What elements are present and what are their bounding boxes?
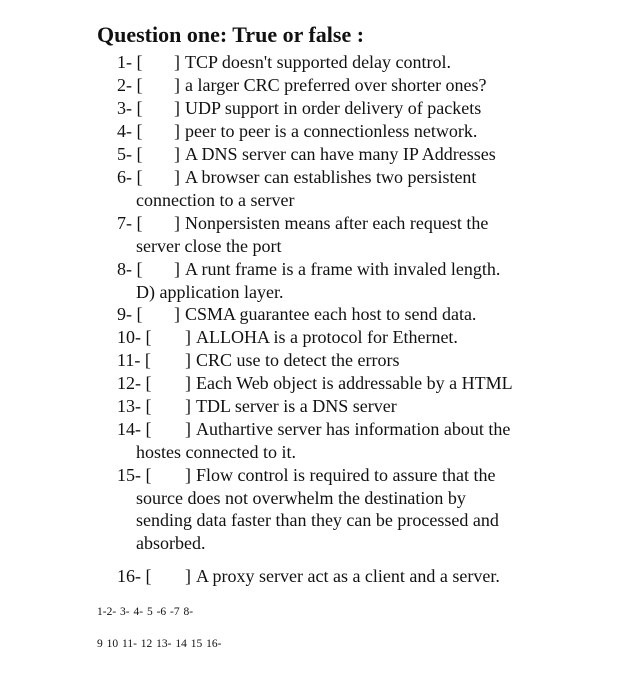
question-number: 16- [ [117,566,152,586]
question-text: A browser can establishes two persistent [185,167,477,187]
question-number: 3- [ [117,98,143,118]
question-continuation: D) application layer. [136,282,284,302]
bracket-close: ] [185,373,191,393]
question-number: 2- [ [117,75,143,95]
question-number: 13- [ [117,396,152,416]
question-number: 6- [ [117,167,143,187]
question-continuation: source does not overwhelm the destination by [136,488,466,508]
question-continuation: connection to a server [136,190,295,210]
bracket-close: ] [174,259,180,279]
question-number: 4- [ [117,121,143,141]
question-continuation: absorbed. [136,533,206,553]
bracket-close: ] [185,465,191,485]
page-title: Question one: True or false : [97,22,365,47]
question-text: UDP support in order delivery of packets [185,98,482,118]
bracket-close: ] [174,75,180,95]
question-number: 5- [ [117,144,143,164]
bracket-close: ] [174,304,180,324]
bracket-close: ] [174,213,180,233]
answer-key-line: 1-2- 3- 4- 5 -6 -7 8- [97,606,194,618]
question-number: 11- [ [117,350,151,370]
question-text: A runt frame is a frame with invaled length. [185,259,501,279]
question-text: A DNS server can have many IP Addresses [185,144,496,164]
question-text: Flow control is required to assure that the [196,465,496,485]
question-text: peer to peer is a connectionless network. [185,121,478,141]
question-text: ALLOHA is a protocol for Ethernet. [196,327,458,347]
question-number: 15- [ [117,465,152,485]
question-text: CSMA guarantee each host to send data. [185,304,477,324]
question-text: Nonpersisten means after each request the [185,213,489,233]
question-number: 10- [ [117,327,152,347]
question-number: 1- [ [117,52,143,72]
question-continuation: sending data faster than they can be processed and [136,510,499,530]
bracket-close: ] [185,419,191,439]
bracket-close: ] [185,396,191,416]
question-number: 8- [ [117,259,143,279]
bracket-close: ] [185,350,191,370]
question-number: 7- [ [117,213,143,233]
question-number: 12- [ [117,373,152,393]
bracket-close: ] [185,566,191,586]
question-text: a larger CRC preferred over shorter ones? [185,75,487,95]
bracket-close: ] [174,144,180,164]
question-text: TDL server is a DNS server [196,396,397,416]
question-continuation: server close the port [136,236,282,256]
question-text: CRC use to detect the errors [196,350,400,370]
bracket-close: ] [174,98,180,118]
question-text: Authartive server has information about the [196,419,511,439]
question-number: 9- [ [117,304,143,324]
question-text: A proxy server act as a client and a server. [196,566,500,586]
question-number: 14- [ [117,419,152,439]
question-continuation: hostes connected to it. [136,442,296,462]
bracket-close: ] [185,327,191,347]
bracket-close: ] [174,167,180,187]
question-text: TCP doesn't supported delay control. [185,52,452,72]
bracket-close: ] [174,121,180,141]
bracket-close: ] [174,52,180,72]
answer-key-line: 9 10 11- 12 13- 14 15 16- [97,638,222,650]
question-text: Each Web object is addressable by a HTML [196,373,513,393]
